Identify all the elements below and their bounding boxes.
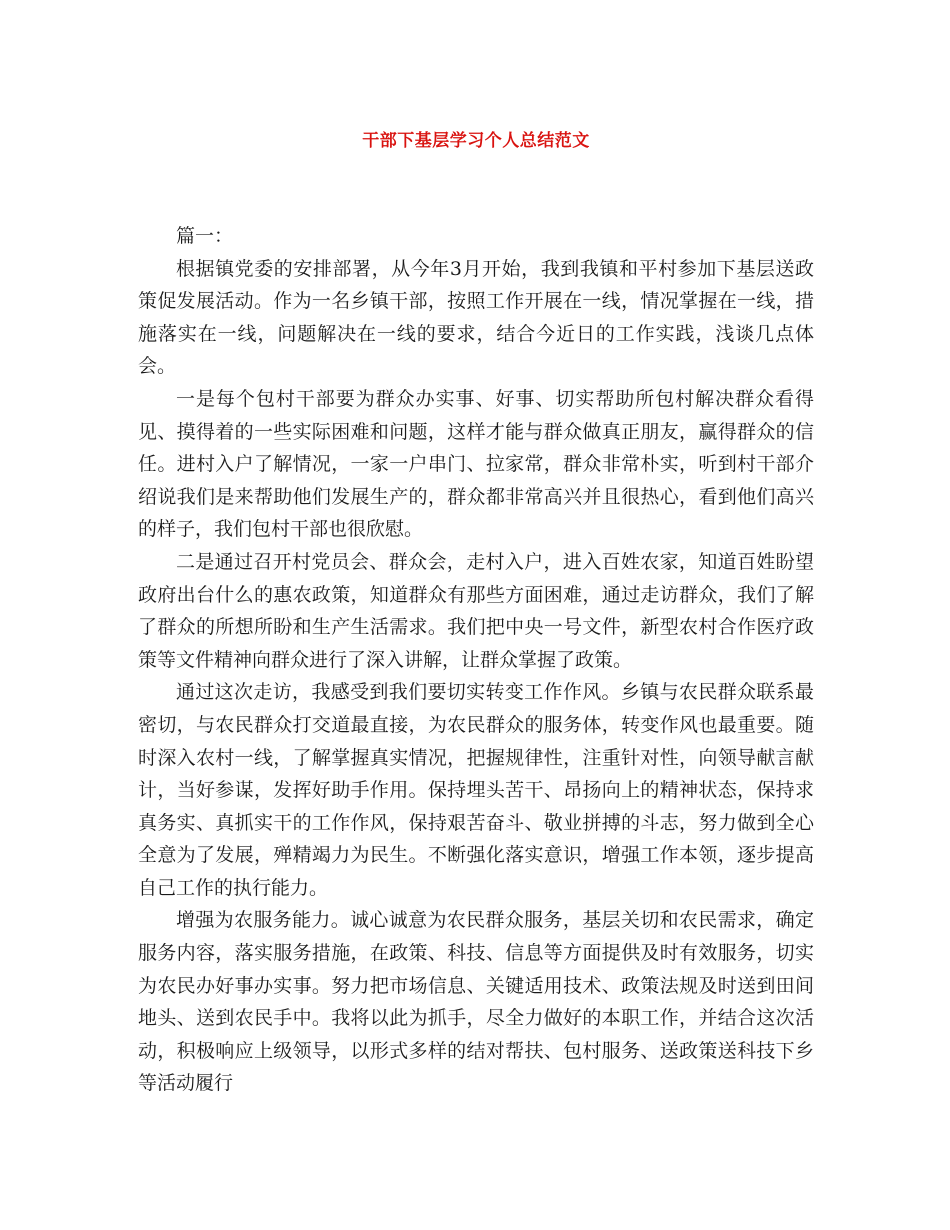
section-label: 篇一： xyxy=(176,225,234,247)
body-paragraph-3: 二是通过召开村党员会、群众会，走村入户，进入百姓农家，知道百姓盼望政府出台什么的惠农政策，知道群众有那些方面困难，通过走访群众，我们了解了群众的所想所盼和生产生活需求。我们把中央一号文件，新型农村合作医疗政策等文件精神向群众进行了深入讲解，让群众掌握了政策。 xyxy=(138,550,814,671)
document-body xyxy=(138,220,814,1100)
document-page xyxy=(138,0,814,1230)
body-paragraph-4: 通过这次走访，我感受到我们要切实转变工作作风。乡镇与农民群众联系最密切，与农民群众打交道最直接，为农民群众的服务体，转变作风也最重要。随时深入农村一线，了解掌握真实情况，把握规律性，注重针对性，向领导献言献计，当好参谋，发挥好助手作用。保持埋头苦干、昂扬向上的精神状态，保持求真务实、真抓实干的工作作风，保持艰苦奋斗、敬业拼搏的斗志，努力做到全心全意为了发展，殚精竭力为民生。不断强化落实意识，增强工作本领，逐步提高自己工作的执行能力。 xyxy=(138,681,814,899)
body-paragraph-5: 增强为农服务能力。诚心诚意为农民群众服务，基层关切和农民需求，确定服务内容，落实服务措施，在政策、科技、信息等方面提供及时有效服务，切实为农民办好事办实事。努力把市场信息、关键适用技术、政策法规及时送到田间地头、送到农民手中。我将以此为抓手，尽全力做好的本职工作，并结合这次活动，积极响应上级领导，以形式多样的结对帮扶、包村服务、送政策送科技下乡等活动履行 xyxy=(138,909,814,1095)
document-title: 干部下基层学习个人总结范文 xyxy=(362,131,590,151)
body-paragraph-1: 根据镇党委的安排部署，从今年3月开始，我到我镇和平村参加下基层送政策促发展活动。作为一名乡镇干部，按照工作开展在一线，情况掌握在一线，措施落实在一线，问题解决在一线的要求，结合今近日的工作实践，浅谈几点体会。 xyxy=(138,257,814,378)
body-paragraph-2: 一是每个包村干部要为群众办实事、好事、切实帮助所包村解决群众看得见、摸得着的一些实际困难和问题，这样才能与群众做真正朋友，赢得群众的信任。进村入户了解情况，一家一户串门、拉家常，群众非常朴实，听到村干部介绍说我们是来帮助他们发展生产的，群众都非常高兴并且很热心，看到他们高兴的样子，我们包村干部也很欣慰。 xyxy=(138,387,814,541)
